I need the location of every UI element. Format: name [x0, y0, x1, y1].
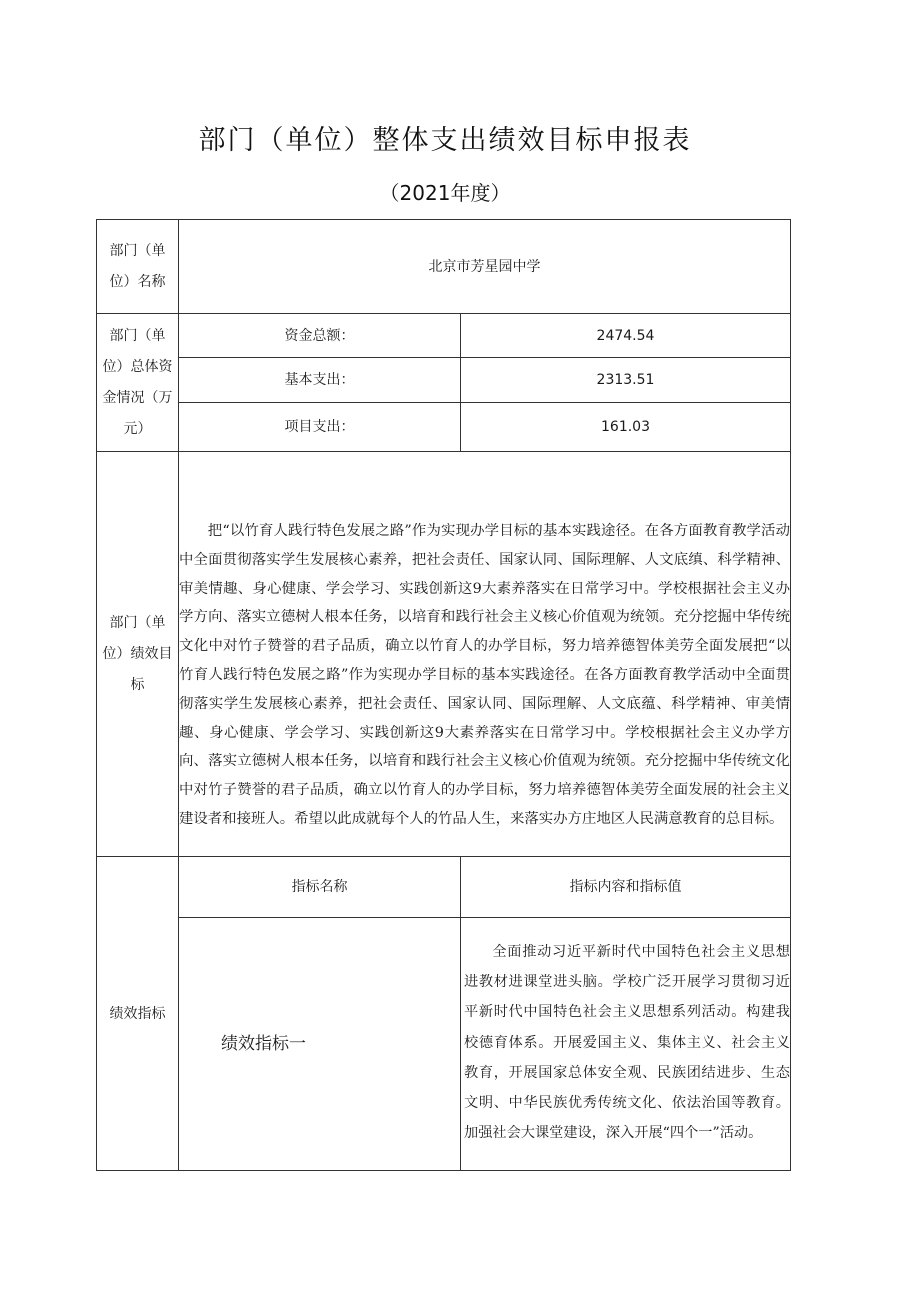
unit-name-label: 部门（单位）名称 [109, 242, 166, 290]
performance-goal-table [96, 219, 791, 1171]
total-funds-value: 2474.54 [596, 327, 655, 344]
basic-expenditure-label: 基本支出： [284, 372, 355, 388]
funds-label: 部门（单位）总体资金情况（万元） [102, 327, 173, 437]
indicator-name: 绩效指标一 [221, 1034, 306, 1054]
performance-goal-text: 把“以竹育人践行特色发展之路”作为实现办学目标的基本实践途径。在各方面教育教学活动中全面贯彻落实学生发展核心素养，把社会责任、国家认同、国际理解、人文底缜、科学精神、审美情趣、身心健康、学会学习、实践创新这9大素养落实在日常学习中。学校根据社会主义办学方向、落实立德树人根本任务，以培育和践行社会主义核心价值观为统领。充分挖掘中华传统文化中对竹子赞誉的君子品质，确立以竹育人的办学目标，努力培养德智体美劳全面发展把“以竹育人践行特色发展之路”作为实现办学目标的基本实践途径。在各方面教育教学活动中全面贯彻落实学生发展核心素养，把社会责任、国家认同、国际理解、人文底蕴、科学精神、审美情趣、身心健康、学会学习、实践创新这9大素养落实在日常学习中。学校根据社会主义办学方向、落实立德树人根本任务，以培育和践行社会主义核心价值观为统领。充分挖掘中华传统文化中对竹子赞誉的君子品质，确立以竹育人的办学目标，努力培养德智体美劳全面发展的社会主义建设者和接班人。希望以此成就每个人的竹品人生，来落实办方庄地区人民满意教育的总目标。 [179, 523, 790, 827]
indicators-label: 绩效指标 [109, 1005, 166, 1022]
project-expenditure-label: 项目支出： [284, 419, 355, 435]
page-title: 部门（单位）整体支出绩效目标申报表 [198, 125, 692, 156]
indicator-content: 全面推动习近平新时代中国特色社会主义思想进教材进课堂进头脑。学校广泛开展学习贯彻习近平新时代中国特色社会主义思想系列活动。构建我校德育体系。开展爱国主义、集体主义、社会主义教育，开展国家总体安全观、民族团结进步、生态文明、中华民族优秀传统文化、依法治国等教育。加强社会大课堂建设，深入开展“四个一”活动。 [464, 944, 790, 1142]
report-year: （2021年度） [379, 181, 511, 205]
table-border-bottom [96, 1170, 791, 1171]
row-divider [96, 451, 791, 452]
table-border-right [790, 219, 791, 1171]
indicator-name-header: 指标名称 [291, 879, 348, 895]
project-expenditure-value: 161.03 [601, 419, 650, 435]
total-funds-label: 资金总额： [284, 327, 355, 344]
indicator-value-header: 指标内容和指标值 [569, 879, 682, 895]
basic-expenditure-value: 2313.51 [596, 372, 655, 388]
unit-name-value: 北京市芳星园中学 [428, 258, 541, 275]
performance-goal-label: 部门（单位）绩效目标 [102, 614, 173, 693]
